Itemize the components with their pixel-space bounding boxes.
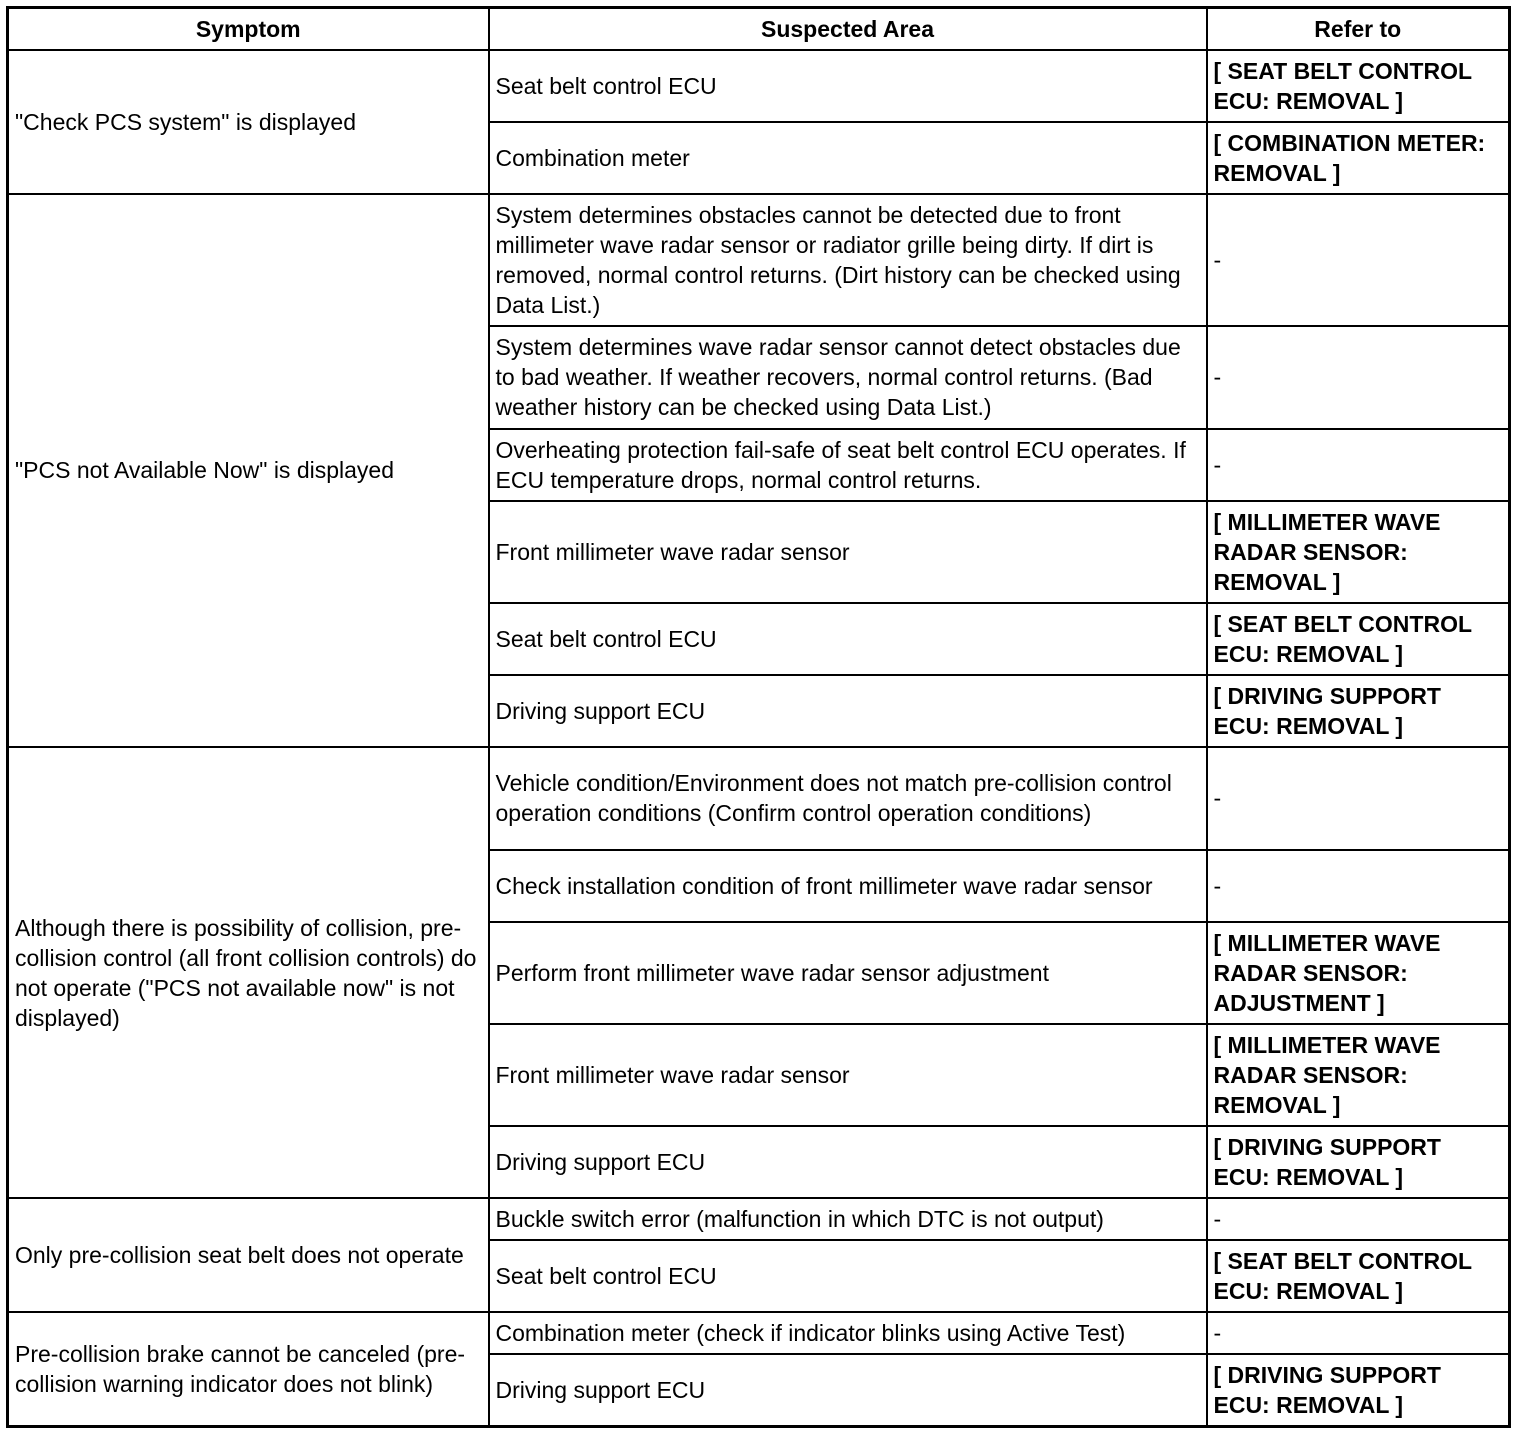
suspected-area-cell: Seat belt control ECU — [489, 1240, 1207, 1312]
refer-to-cell: [ MILLIMETER WAVE RADAR SENSOR: ADJUSTMENT ] — [1207, 922, 1510, 1024]
header-row — [8, 8, 1510, 50]
refer-to-cell: [ MILLIMETER WAVE RADAR SENSOR: REMOVAL ] — [1207, 501, 1510, 603]
suspected-area-cell: Perform front millimeter wave radar sensor adjustment — [489, 922, 1207, 1024]
refer-to-cell: [ SEAT BELT CONTROL ECU: REMOVAL ] — [1207, 50, 1510, 122]
refer-to-cell: - — [1207, 850, 1510, 922]
refer-to-cell: - — [1207, 429, 1510, 501]
refer-to-cell: [ DRIVING SUPPORT ECU: REMOVAL ] — [1207, 675, 1510, 747]
table-row — [8, 50, 1510, 122]
refer-to-cell: - — [1207, 194, 1510, 326]
refer-to-cell: - — [1207, 1312, 1510, 1354]
suspected-area-cell: Overheating protection fail-safe of seat belt control ECU operates. If ECU temperature drops, normal control returns. — [489, 429, 1207, 501]
suspected-area-cell: Driving support ECU — [489, 675, 1207, 747]
symptom-cell: "PCS not Available Now" is displayed — [8, 194, 489, 747]
suspected-area-cell: Seat belt control ECU — [489, 603, 1207, 675]
suspected-area-cell: Combination meter — [489, 122, 1207, 194]
refer-to-cell: [ DRIVING SUPPORT ECU: REMOVAL ] — [1207, 1126, 1510, 1198]
table-row — [8, 1312, 1510, 1354]
suspected-area-cell: Driving support ECU — [489, 1354, 1207, 1426]
table-row — [8, 747, 1510, 850]
troubleshooting-table — [6, 6, 1511, 1428]
suspected-area-cell: Driving support ECU — [489, 1126, 1207, 1198]
refer-to-cell: [ MILLIMETER WAVE RADAR SENSOR: REMOVAL ] — [1207, 1024, 1510, 1126]
refer-to-cell: [ COMBINATION METER: REMOVAL ] — [1207, 122, 1510, 194]
suspected-area-cell: Front millimeter wave radar sensor — [489, 1024, 1207, 1126]
header-refer-to: Refer to — [1207, 8, 1510, 50]
header-suspected-area: Suspected Area — [489, 8, 1207, 50]
refer-to-cell: - — [1207, 326, 1510, 429]
suspected-area-cell: Combination meter (check if indicator blinks using Active Test) — [489, 1312, 1207, 1354]
suspected-area-cell: Vehicle condition/Environment does not match pre-collision control operation conditions (Confirm control operation conditions) — [489, 747, 1207, 850]
refer-to-cell: - — [1207, 747, 1510, 850]
suspected-area-cell: System determines wave radar sensor cannot detect obstacles due to bad weather. If weather recovers, normal control returns. (Bad weather history can be checked using Data List.) — [489, 326, 1207, 429]
refer-to-cell: [ SEAT BELT CONTROL ECU: REMOVAL ] — [1207, 603, 1510, 675]
table-row — [8, 1198, 1510, 1240]
table-row — [8, 194, 1510, 326]
suspected-area-cell: Front millimeter wave radar sensor — [489, 501, 1207, 603]
symptom-cell: Although there is possibility of collision, pre-collision control (all front collision controls) do not operate ("PCS not available now" is not displayed) — [8, 747, 489, 1198]
suspected-area-cell: System determines obstacles cannot be detected due to front millimeter wave radar sensor or radiator grille being dirty. If dirt is removed, normal control returns. (Dirt history can be checked using Data List.) — [489, 194, 1207, 326]
suspected-area-cell: Check installation condition of front millimeter wave radar sensor — [489, 850, 1207, 922]
refer-to-cell: [ DRIVING SUPPORT ECU: REMOVAL ] — [1207, 1354, 1510, 1426]
symptom-cell: Pre-collision brake cannot be canceled (pre-collision warning indicator does not blink) — [8, 1312, 489, 1426]
refer-to-cell: [ SEAT BELT CONTROL ECU: REMOVAL ] — [1207, 1240, 1510, 1312]
header-symptom: Symptom — [8, 8, 489, 50]
symptom-cell: "Check PCS system" is displayed — [8, 50, 489, 194]
symptom-cell: Only pre-collision seat belt does not operate — [8, 1198, 489, 1312]
suspected-area-cell: Seat belt control ECU — [489, 50, 1207, 122]
refer-to-cell: - — [1207, 1198, 1510, 1240]
suspected-area-cell: Buckle switch error (malfunction in which DTC is not output) — [489, 1198, 1207, 1240]
